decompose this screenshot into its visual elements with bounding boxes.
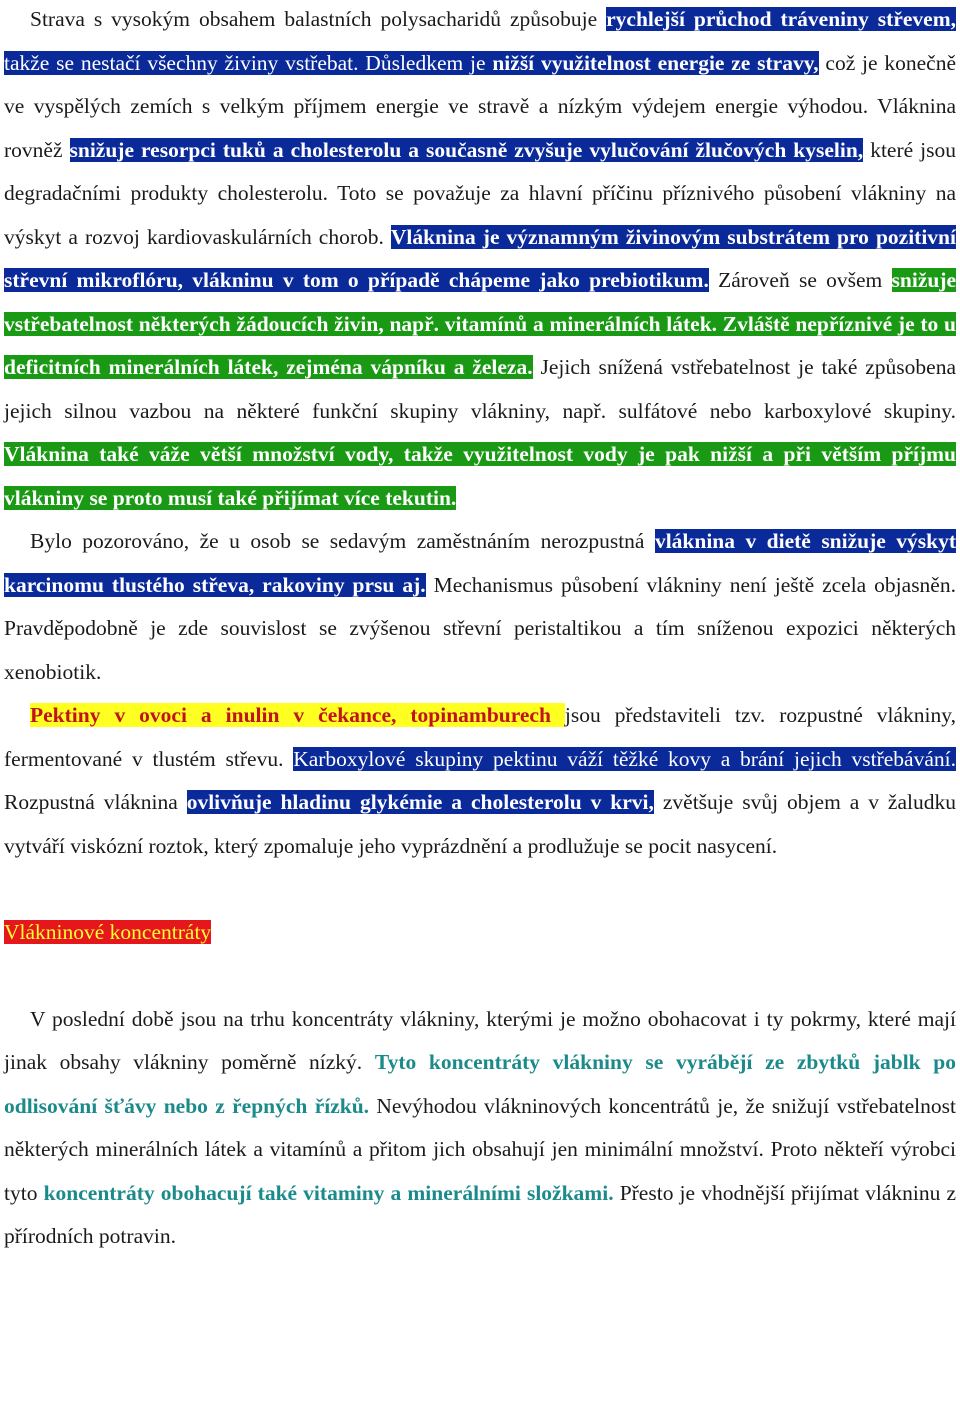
- text-run: které jsou degradačními produkty cholesterolu. Toto se považuje za hlavní příčinu příznivého působení vlákniny na výskyt a rozvoj kardiovaskulárních chorob.: [4, 137, 957, 249]
- highlight-blue: vláknina v dietě snižuje výskyt karcinomu tlustého střeva, rakoviny prsu aj.: [4, 529, 957, 597]
- text-run: Rozpustná vláknina: [4, 790, 187, 814]
- text-run: V poslední době jsou na trhu koncentráty vlákniny, kterými je možno obohacovat i ty pokrmy, které mají jinak obsahy vlákniny poměrně nízký.: [4, 1006, 956, 1074]
- highlight-blue: snižuje resorpci tuků a cholesterolu a současně zvyšuje vylučování žlučových kyselin,: [69, 137, 864, 162]
- text-run: Strava s vysokým obsahem balastních polysacharidů způsobuje: [30, 7, 607, 31]
- text-run: Bylo pozorováno, že u osob se sedavým zaměstnáním nerozpustná: [30, 529, 655, 553]
- highlight-blue: Karboxylové skupiny pektinu váží těžké kovy a brání jejich vstřebávání.: [293, 746, 956, 771]
- text-run: Jejich snížená vstřebatelnost je také způsobena jejich silnou vazbou na některé funkční skupiny vlákniny, např. sulfátové nebo karboxylové skupiny.: [4, 355, 956, 423]
- text-run: Nevýhodou vlákninových koncentrátů je, že snižují vstřebatelnost některých minerálních látek a vitamínů a přitom jich obsahují jen minimální množství. Proto někteří výrobci tyto: [4, 1093, 956, 1205]
- highlight-blue: nižší využitelnost energie ze stravy,: [492, 50, 819, 75]
- paragraph-fiber-effects: [4, 0, 956, 520]
- paragraph-cancer-prevention: [4, 520, 956, 694]
- paragraph-soluble-fiber: [4, 694, 956, 868]
- emphasis-teal: Tyto koncentráty vlákniny se vyrábějí ze zbytků jablk po odlisování šťávy nebo z řepných řízků.: [4, 1050, 957, 1118]
- text-run: zvětšuje svůj objem a v žaludku vytváří viskózní roztok, který zpomaluje jeho vyprázdnění a prodlužuje se pocit nasycení.: [4, 790, 956, 858]
- spacer: [4, 955, 956, 998]
- text-run: Zároveň se ovšem: [708, 268, 892, 292]
- emphasis-teal: koncentráty obohacují také vitaminy a minerálními složkami.: [43, 1180, 614, 1205]
- text-run: což je konečně ve vyspělých zemích s velkým příjmem energie ve stravě a nízkým výdejem energie výhodou. Vláknina rovněž: [4, 50, 956, 162]
- highlight-blue: Vláknina je významným živinovým substrátem pro pozitivní střevní mikroflóru, vlákninu v tom o případě chápeme jako prebiotikum.: [4, 224, 956, 292]
- text-run: Mechanismus působení vlákniny není ještě zcela objasněn. Pravděpodobně je zde souvislost se zvýšenou střevní peristaltikou a tím sníženou expozici některých xenobiotik.: [4, 572, 956, 684]
- text-run: jsou představiteli tzv. rozpustné vlákniny, fermentované v tlustém střevu.: [4, 703, 956, 771]
- highlight-blue: ovlivňuje hladinu glykémie a cholesterolu v krvi,: [186, 790, 654, 814]
- highlight-green: Vláknina také váže větší množství vody, takže využitelnost vody je pak nižší a při větším příjmu vlákniny se proto musí také přijímat více tekutin.: [4, 442, 956, 510]
- text-run: Přesto je vhodnější přijímat vlákninu z přírodních potravin.: [4, 1180, 956, 1248]
- section-heading: [4, 911, 956, 955]
- highlight-yellow: Pektiny v ovoci a inulin v čekance, topinamburech: [30, 703, 565, 727]
- highlight-blue: takže se nestačí všechny živiny vstřebat. Důsledkem je: [4, 50, 493, 75]
- spacer: [4, 868, 956, 911]
- highlight-blue: rychlejší průchod tráveniny střevem,: [606, 7, 956, 31]
- highlight-green: snižuje vstřebatelnost některých žádoucích živin, např. vitamínů a minerálních látek. Zvláště nepříznivé je to u deficitních minerálních látek, zejména vápníku a železa.: [4, 268, 957, 379]
- section-heading-text: Vlákninové koncentráty: [4, 920, 212, 944]
- paragraph-fiber-concentrates: [4, 998, 956, 1259]
